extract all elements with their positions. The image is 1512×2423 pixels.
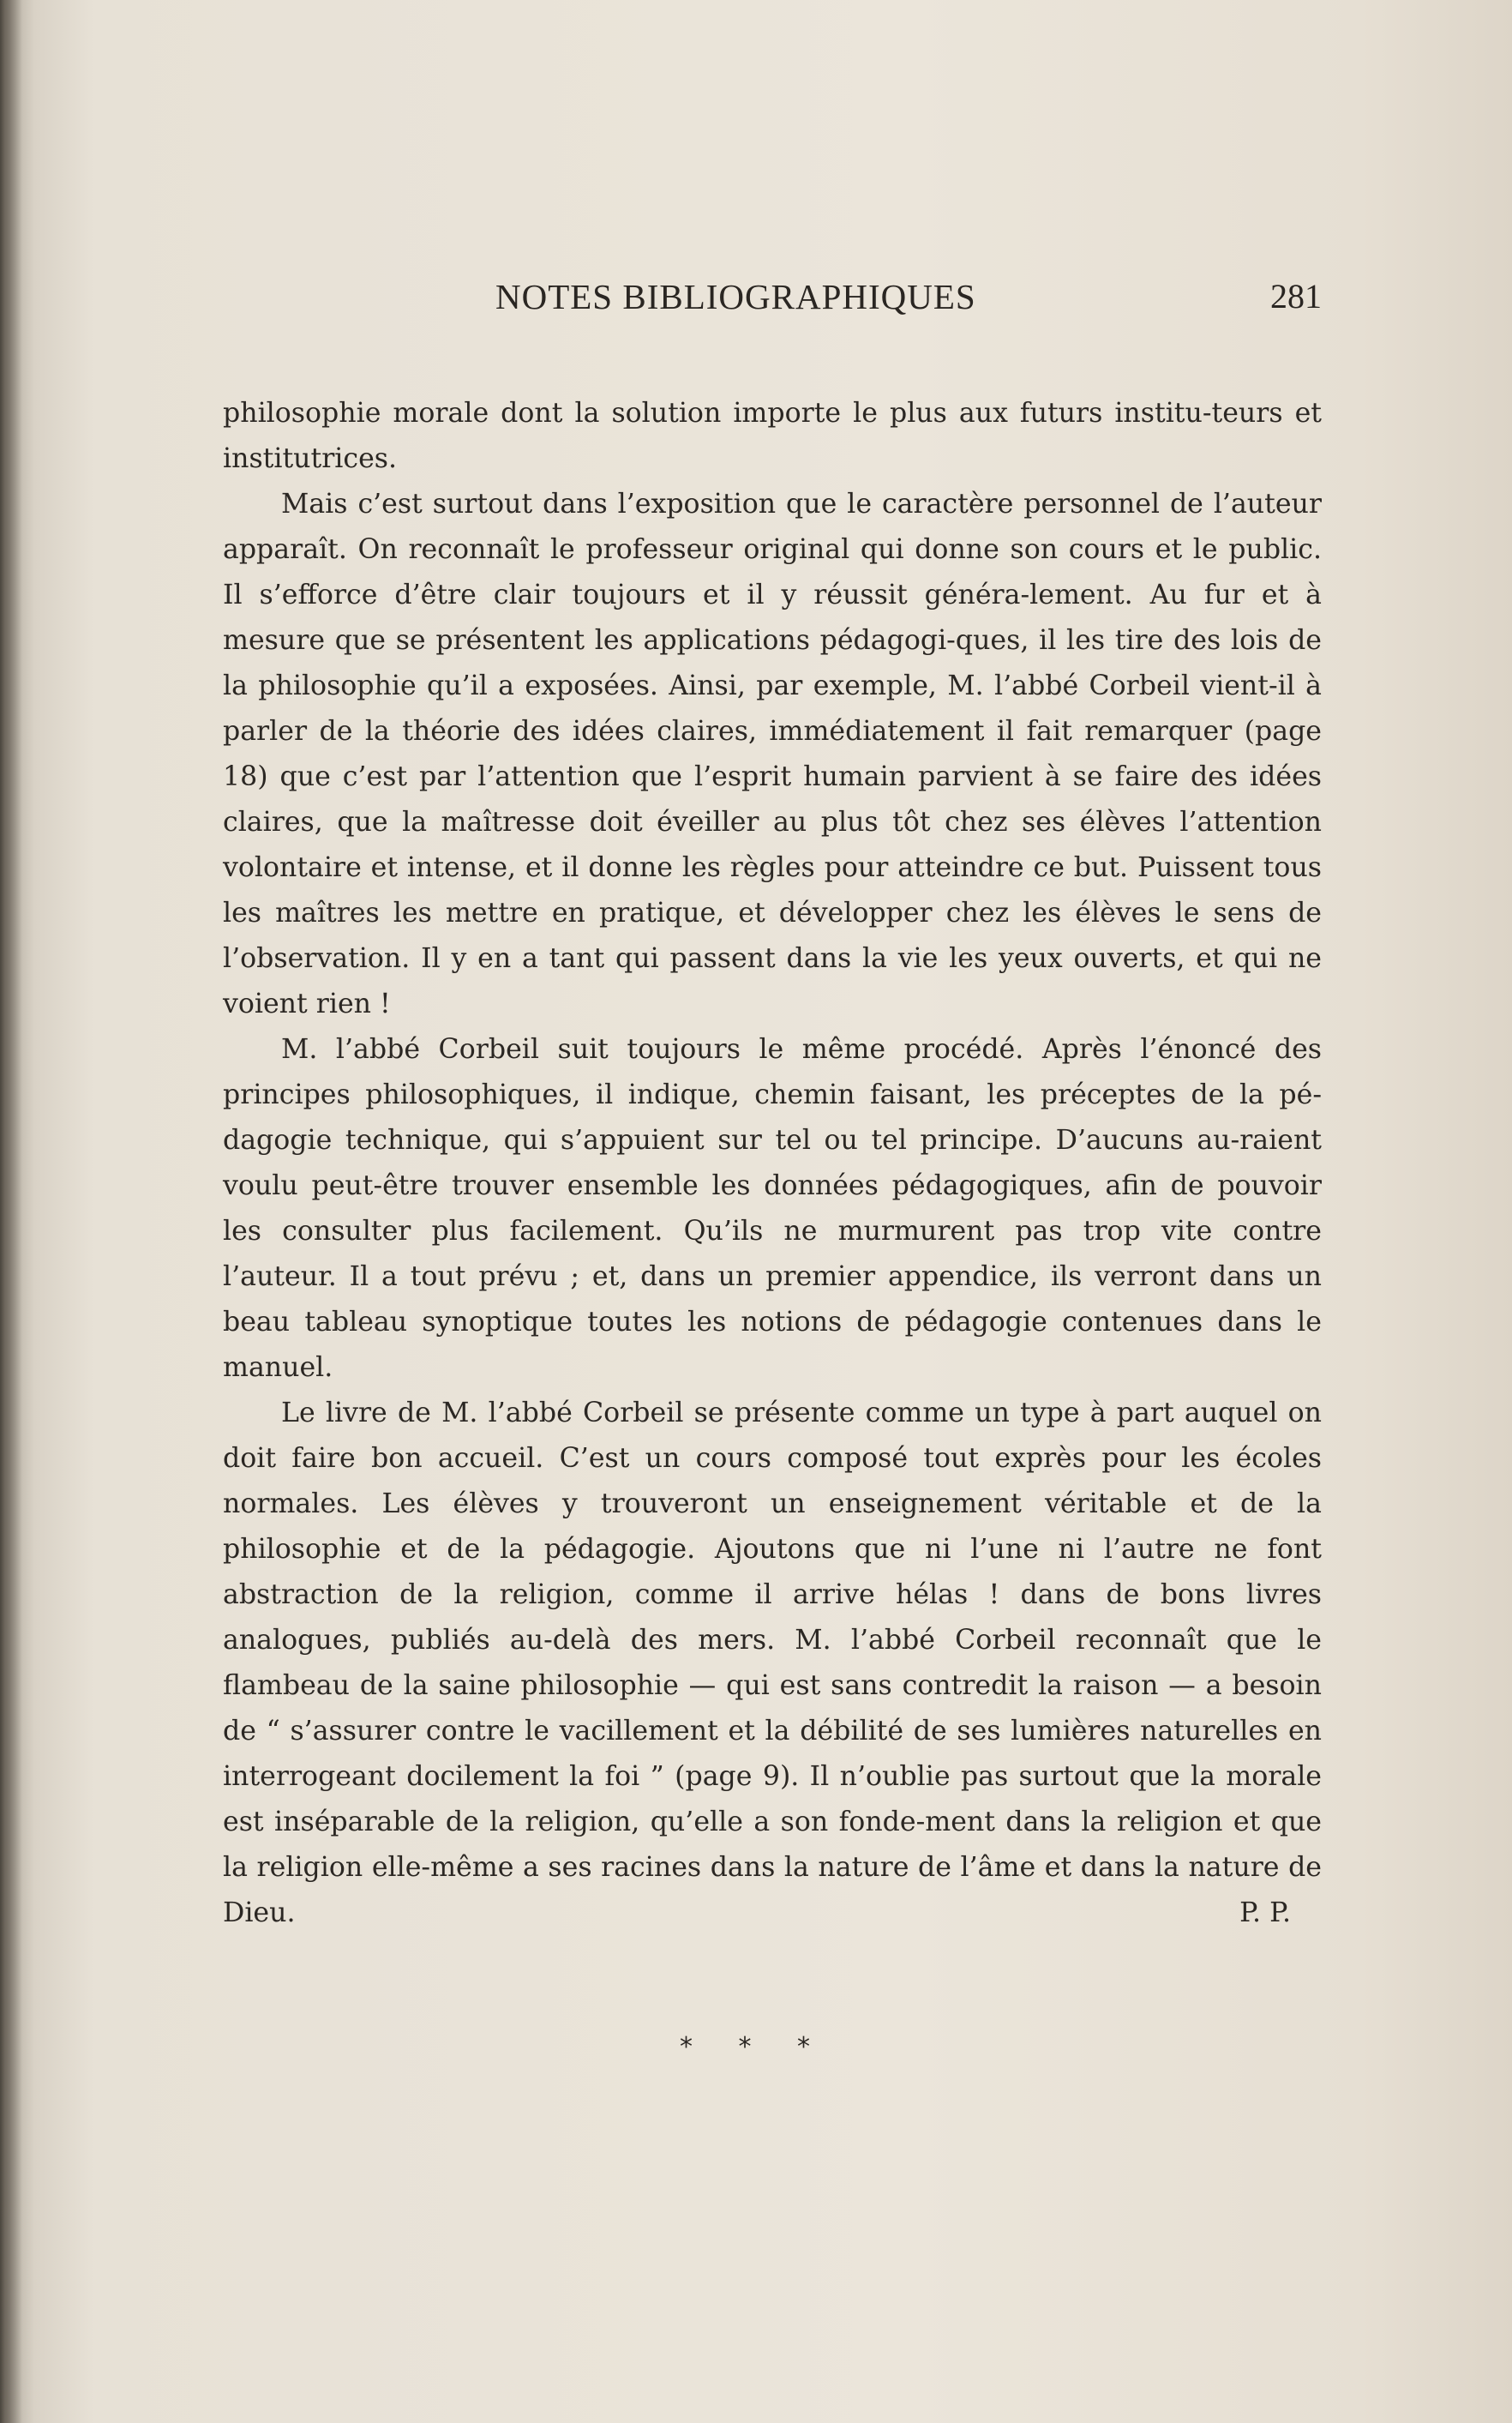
section-ornament: * * * <box>679 2032 830 2062</box>
running-head <box>223 276 1322 319</box>
page-number: 281 <box>1270 277 1322 316</box>
paragraph-continuation: philosophie morale dont la solution importe le plus aux futurs institu-teurs et institutrices. <box>223 398 1322 474</box>
paragraph-procedure: M. l’abbé Corbeil suit toujours le même procédé. Après l’énoncé des principes philosophiques, il indique, chemin faisant, les préceptes de la pé-dagogie technique, qui s’appuient sur tel ou tel principe. D’aucuns au-raient voulu peut-être trouver ensemble les données pédagogiques, afin de pouvoir les consulter plus facilement. Qu’ils ne murmurent pas trop vite contre l’auteur. Il a tout prévu ; et, dans un premier appendice, ils verront dans un beau tableau synoptique toutes les notions de pédagogie contenues dans le manuel. <box>223 1034 1322 1383</box>
paragraph-conclusion-text: Le livre de M. l’abbé Corbeil se présente comme un type à part auquel on doit faire bon accueil. C’est un cours composé tout exprès pour les écoles normales. Les élèves y trouveront un enseignement véritable et de la philosophie et de la pédagogie. Ajoutons que ni l’une ni l’autre ne font abstraction de la religion, comme il arrive hélas ! dans de bons livres analogues, publiés au-delà des mers. M. l’abbé Corbeil reconnaît que le flambeau de la saine philosophie — qui est sans contredit la raison — a besoin de “ s’assurer contre le vacillement et la débilité de ses lumières naturelles en interrogeant docilement la foi ” (page 9). Il n’oublie pas surtout que la morale est inséparable de la religion, qu’elle a son fonde-ment dans la religion et que la religion elle-même a ses racines dans la nature de l’âme et dans la nature de Dieu. <box>223 1398 1322 1928</box>
paragraph-exposition: Mais c’est surtout dans l’exposition que le caractère personnel de l’auteur apparaît. On reconnaît le professeur original qui donne son cours et le public. Il s’efforce d’être clair toujours et il y réussit généra-lement. Au fur et à mesure que se présentent les applications pédagogi-ques, il les tire des lois de la philosophie qu’il a exposées. Ainsi, par exemple, M. l’abbé Corbeil vient-il à parler de la théorie des idées claires, immédiatement il fait remarquer (page 18) que c’est par l’attention que l’esprit humain parvient à se faire des idées claires, que la maîtresse doit éveiller au plus tôt chez ses élèves l’attention volontaire et intense, et il donne les règles pour atteindre ce but. Puissent tous les maîtres les mettre en pratique, et développer chez les élèves le sens de l’observation. Il y en a tant qui passent dans la vie les yeux ouverts, et qui ne voient rien ! <box>223 489 1322 1019</box>
article-body <box>223 391 1322 1936</box>
author-signature: P. P. <box>1239 1897 1291 1928</box>
running-title: NOTES BIBLIOGRAPHIQUES <box>495 277 976 316</box>
paragraph-conclusion <box>223 1391 1322 1936</box>
